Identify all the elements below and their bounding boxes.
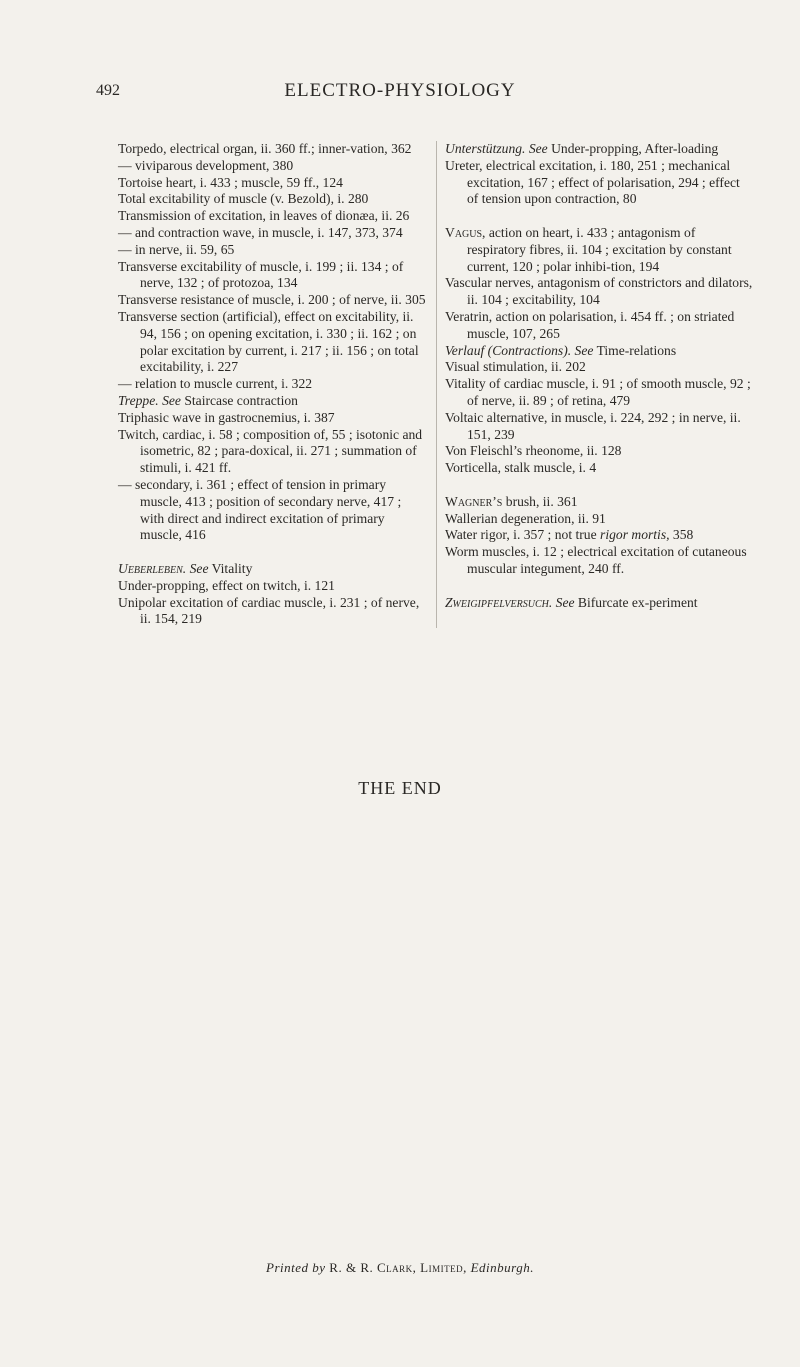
index-entry — [118, 225, 428, 242]
index-entry — [445, 511, 754, 528]
index-entry — [118, 242, 428, 259]
entry-text: — secondary, i. 361 ; effect of tension in primary muscle, 413 ; position of secondary nerve, 417 ; with direct and indirect excitation of primary muscle, 416 — [118, 476, 402, 543]
entry-heading: Verlauf — [445, 342, 485, 358]
entry-text: Veratrin, action on polarisation, i. 454 ff. ; on striated muscle, 107, 265 — [445, 308, 735, 341]
index-entry — [445, 158, 754, 208]
index-entry — [118, 309, 428, 376]
entry-text: Under-propping, effect on twitch, i. 121 — [118, 577, 335, 593]
index-entry — [445, 494, 754, 511]
entry-text: — relation to muscle current, i. 322 — [118, 376, 313, 392]
entry-text: Water rigor, i. 357 ; not true — [445, 527, 601, 543]
index-entry — [445, 443, 754, 460]
index-entry — [445, 595, 754, 612]
index-entry — [445, 527, 754, 544]
index-entry — [118, 393, 428, 410]
see-reference: See — [555, 594, 575, 610]
entry-text: — and contraction wave, in muscle, i. 147, 373, 374 — [118, 224, 403, 240]
entry-text: action on heart, i. 433 ; antagonism of respiratory fibres, ii. 104 ; excitation by constant current, 120 ; polar inhibi-tion, 194 — [467, 224, 732, 274]
entry-text: Transverse section (artificial), effect on excitability, ii. 94, 156 ; on opening excitation, i. 330 ; ii. 162 ; on polar excitation by current, i. 217 ; ii. 156 ; on total excitability, i. 227 — [118, 308, 419, 375]
entry-heading: Vagus, — [445, 224, 486, 240]
index-entry — [445, 309, 754, 343]
index-entry — [445, 376, 754, 410]
entry-text: Transmission of excitation, in leaves of dionæa, ii. 26 — [118, 208, 410, 224]
index-entry — [118, 410, 428, 427]
entry-text: brush, ii. 361 — [502, 493, 578, 509]
index-column-left — [118, 141, 436, 628]
entry-text: Unipolar excitation of cardiac muscle, i. 231 ; of nerve, ii. 154, 219 — [118, 594, 420, 627]
entry-heading: Zweigipfelversuch. — [445, 594, 553, 610]
index-entry — [445, 544, 754, 578]
entry-text: Time-relations — [593, 342, 677, 358]
entry-text: Torpedo, electrical organ, ii. 360 ff.; inner-vation, 362 — [118, 141, 412, 156]
entry-text: Ureter, electrical excitation, i. 180, 251 ; mechanical excitation, 167 ; effect of polarisation, 294 ; effect of tension upon contraction, 80 — [445, 157, 740, 207]
entry-text: Transverse excitability of muscle, i. 199 ; ii. 134 ; of nerve, 132 ; of protozoa, 134 — [118, 258, 404, 291]
index-entry — [118, 175, 428, 192]
entry-text: — viviparous development, 380 — [118, 157, 294, 173]
index-columns — [118, 141, 758, 628]
entry-text-tail: 358 — [669, 527, 694, 543]
entry-text: Von Fleischl’s rheonome, ii. 128 — [445, 443, 622, 459]
entry-heading: Wagner’s — [445, 493, 503, 509]
index-entry — [445, 410, 754, 444]
index-entry — [118, 427, 428, 477]
entry-text: Vitality of cardiac muscle, i. 91 ; of smooth muscle, 92 ; of nerve, ii. 89 ; of retina, 479 — [445, 376, 751, 408]
imprint-printed-by: Printed by — [266, 1260, 326, 1275]
entry-text: Total excitability of muscle (v. Bezold), i. 280 — [118, 191, 369, 207]
index-column-right — [436, 141, 754, 628]
index-entry — [118, 292, 428, 309]
index-entry — [445, 275, 754, 309]
entry-text: Vascular nerves, antagonism of constrictors and dilators, ii. 104 ; excitability, 104 — [445, 275, 753, 308]
index-entry — [118, 477, 428, 544]
page-number: 492 — [96, 82, 120, 99]
entry-text: Under-propping, After-loading — [547, 141, 719, 156]
entry-text: Transverse resistance of muscle, i. 200 ; of nerve, ii. 305 — [118, 292, 426, 308]
entry-heading: Unterstützung. — [445, 141, 526, 156]
entry-text: Visual stimulation, ii. 202 — [445, 359, 586, 375]
entry-text: Voltaic alternative, in muscle, i. 224, 292 ; in nerve, ii. 151, 239 — [445, 409, 741, 442]
imprint-printer: R. & R. Clark, Limited, — [329, 1260, 467, 1275]
index-entry — [445, 359, 754, 376]
entry-text: Vorticella, stalk muscle, i. 4 — [445, 460, 597, 476]
index-entry — [118, 578, 428, 595]
index-entry — [445, 343, 754, 360]
see-reference: See — [574, 342, 594, 358]
entry-text: — in nerve, ii. 59, 65 — [118, 241, 235, 257]
entry-text: Vitality — [208, 560, 253, 576]
index-entry — [118, 259, 428, 293]
imprint — [0, 1260, 800, 1276]
see-reference: See — [528, 141, 548, 156]
index-entry — [118, 595, 428, 629]
entry-heading: Ueberleben. — [118, 560, 187, 576]
index-entry — [118, 208, 428, 225]
index-entry — [118, 191, 428, 208]
index-entry — [118, 158, 428, 175]
entry-text: Wallerian degeneration, ii. 91 — [445, 510, 606, 526]
entry-text: Tortoise heart, i. 433 ; muscle, 59 ff., 124 — [118, 174, 343, 190]
see-reference: See — [189, 560, 209, 576]
entry-text: Staircase contraction — [180, 392, 298, 408]
end-mark: THE END — [358, 778, 442, 798]
entry-heading-note: (Contractions). — [484, 342, 572, 358]
entry-text-italic: rigor mortis, — [600, 527, 670, 543]
entry-text: Triphasic wave in gastrocnemius, i. 387 — [118, 409, 335, 425]
index-entry — [118, 141, 428, 158]
imprint-place: Edinburgh. — [470, 1260, 534, 1275]
see-reference: See — [162, 392, 181, 408]
entry-text: Worm muscles, i. 12 ; electrical excitation of cutaneous muscular integument, 240 ff. — [445, 544, 747, 576]
entry-heading: Treppe. — [118, 392, 159, 408]
index-entry — [118, 561, 428, 578]
index-entry — [445, 141, 754, 158]
running-head: ELECTRO-PHYSIOLOGY — [284, 80, 516, 101]
entry-text: Bifurcate ex-periment — [574, 594, 698, 610]
index-entry — [445, 225, 754, 275]
entry-text: Twitch, cardiac, i. 58 ; composition of, 55 ; isotonic and isometric, 82 ; para-doxical, ii. 271 ; summation of stimuli, i. 421 ff. — [118, 426, 423, 476]
index-entry — [445, 460, 754, 477]
index-entry — [118, 376, 428, 393]
